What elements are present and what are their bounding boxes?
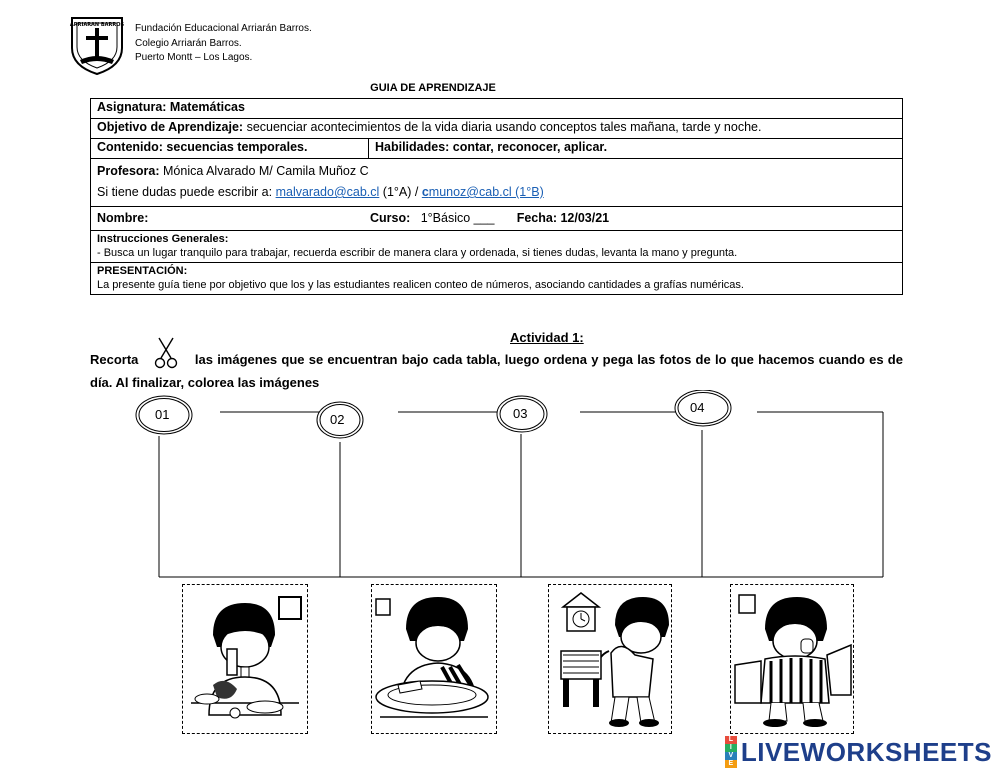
email-link-1b[interactable]: munoz@cab.cl (1°B) [428,185,544,199]
objective-text: secuenciar acontecimientos de la vida diaria usando conceptos tales mañana, tarde y noche. [243,120,762,134]
subject-cell: Asignatura: Matemáticas [91,99,903,119]
step-label: 01 [155,407,170,422]
date-label: Fecha: 12/03/21 [516,211,610,225]
school-line: Puerto Montt – Los Lagos. [135,52,253,63]
step-circle-02 [317,402,363,438]
school-info [135,22,312,66]
step-circle-04 [675,390,731,426]
presentation-label: PRESENTACIÓN: [97,265,188,277]
step-label: 02 [330,412,345,427]
activity-instructions [90,349,903,394]
step-circle-01 [136,396,192,434]
timeline-diagram [0,390,1000,590]
picture-card-dressing[interactable] [548,584,672,734]
school-line: Colegio Arriarán Barros. [135,37,242,49]
teacher-names: Mónica Alvarado M/ Camila Muñoz C [159,164,369,178]
teacher-cell [91,159,903,207]
presentation-cell [91,263,903,295]
objective-label: Objetivo de Aprendizaje: [97,120,244,134]
picture-card-eating[interactable] [182,584,308,734]
liveworksheets-brand[interactable] [725,736,992,768]
school-line: Fundación Educacional Arriarán Barros. [135,23,312,34]
instr-rest: las imágenes que se encuentran bajo cada tabla, luego ordena y pega las fotos de lo que hacemos cuando es de día. Al finalizar, colorea las imágenes [90,352,903,390]
email-initial-1b[interactable]: c [421,185,429,199]
badge-letter: E [725,760,737,768]
email-course-1a: (1°A) / [379,185,422,199]
presentation-text: La presente guía tiene por objetivo que los y las estudiantes realicen conteo de números, asociando cantidades a grafías numéricas. [97,279,744,291]
step-label: 03 [513,406,528,421]
timeline-lines [159,412,883,577]
child-brushing-icon [372,585,496,733]
student-row [91,207,903,231]
instr-start: Recorta [90,352,139,367]
instructions-cell [91,231,903,263]
objective-cell [91,119,903,139]
instructions-label: Instrucciones Generales: [97,233,229,245]
skills-cell: Habilidades: contar, reconocer, aplicar. [369,139,903,159]
step-label: 04 [690,400,705,415]
school-logo [68,14,126,76]
content-cell: Contenido: secuencias temporales. [91,139,369,159]
info-table [90,98,903,295]
live-badge-icon [725,736,737,768]
child-eating-icon [183,585,307,733]
badge-letter: V [725,752,737,760]
scissors-icon [143,350,191,372]
child-waking-up-icon [731,585,853,733]
svg-text:ARRIARAN BARROS: ARRIARAN BARROS [69,22,125,28]
step-circle-03 [497,396,547,432]
doubts-text: Si tiene dudas puede escribir a: [97,185,276,199]
name-label: Nombre: [97,211,149,225]
guide-title: GUIA DE APRENDIZAJE [370,82,496,94]
email-link-1a[interactable]: malvarado@cab.cl [275,185,380,199]
course-value: 1°Básico ___ [420,211,495,225]
teacher-label: Profesora: [97,164,160,178]
picture-card-waking[interactable] [730,584,854,734]
brand-name: LIVEWORKSHEETS [740,736,992,767]
badge-letter: I [725,744,737,752]
instructions-text: - Busca un lugar tranquilo para trabajar, recuerda escribir de manera clara y ordenada, si tienes dudas, levanta la mano y pregunta. [97,247,738,259]
child-dressing-icon [549,585,671,733]
course-label: Curso: [370,211,411,225]
badge-letter: L [725,736,737,744]
activity-title: Actividad 1: [510,330,584,345]
picture-card-brushing[interactable] [371,584,497,734]
